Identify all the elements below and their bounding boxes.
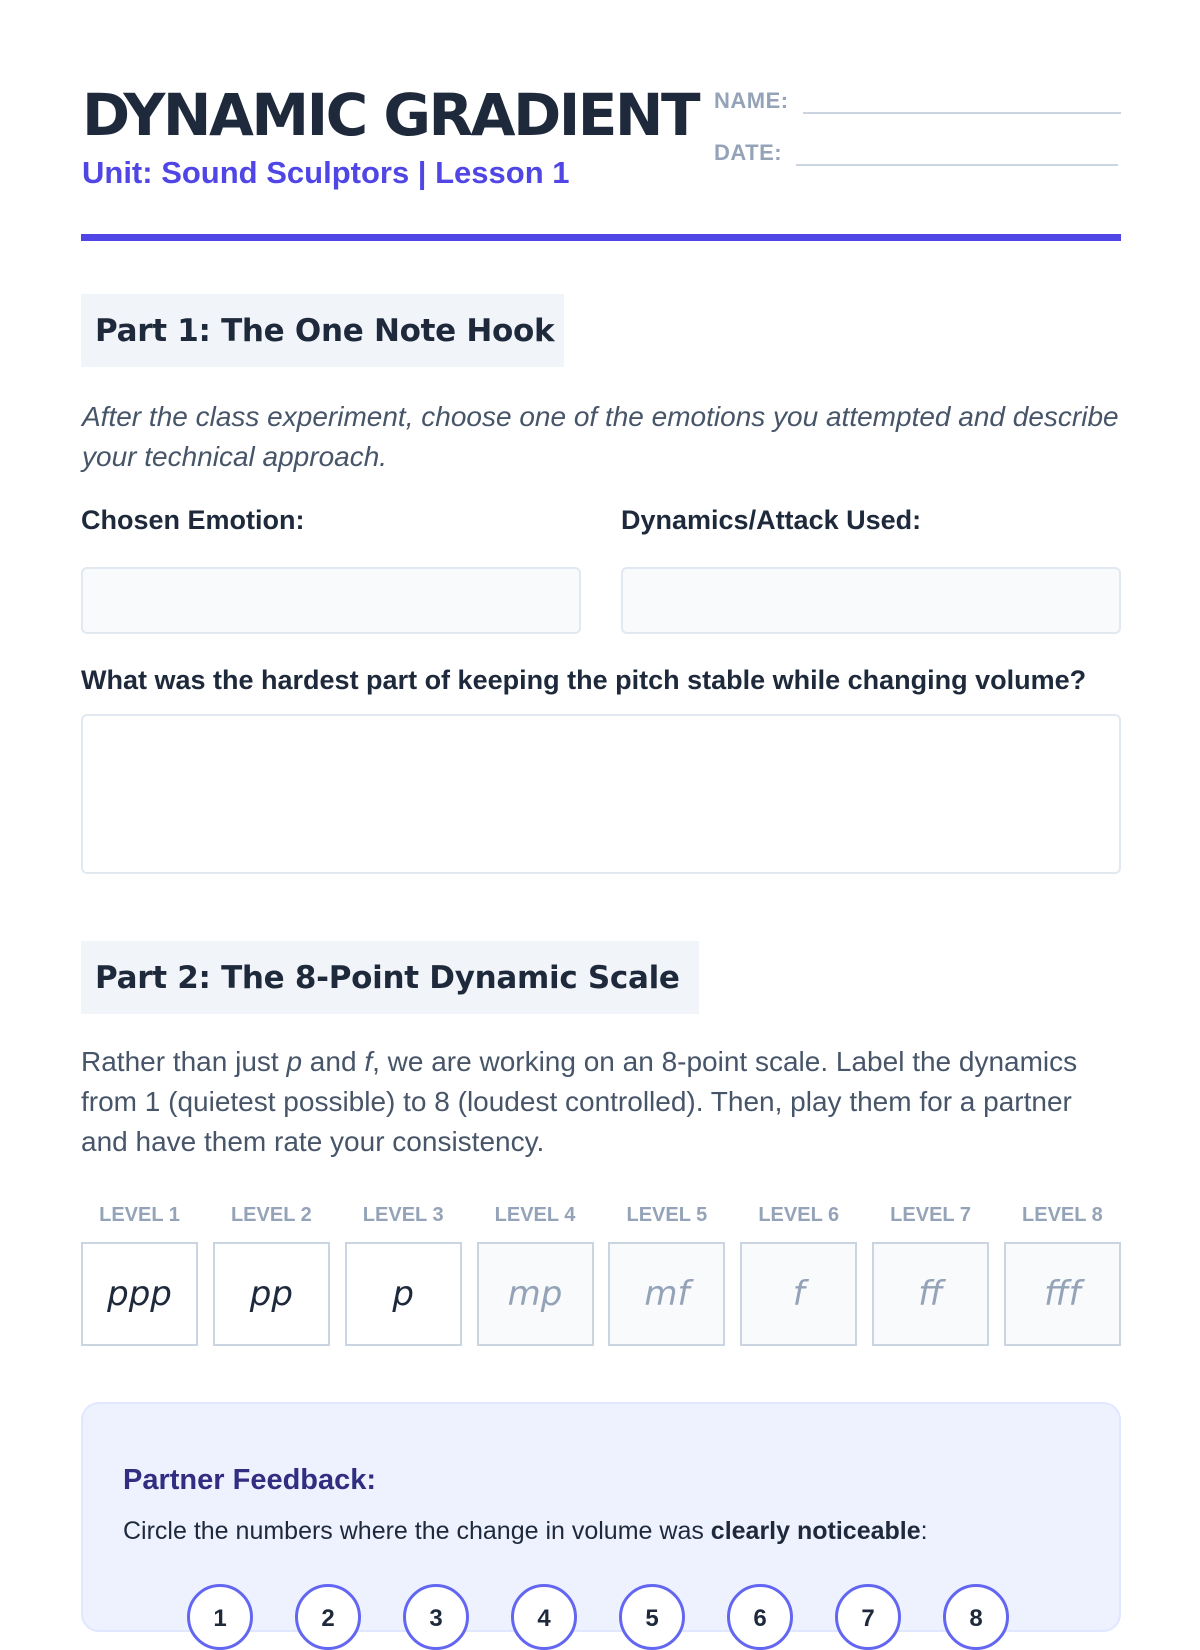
- level-6: [740, 1200, 857, 1346]
- feedback-text-1: Circle the numbers where the change in volume was: [123, 1517, 711, 1545]
- level-box[interactable]: p: [345, 1242, 462, 1346]
- hardest-part-answer-box[interactable]: [81, 714, 1121, 874]
- part2-text-3: , we are working on an 8-point scale. Label the dynamics from 1 (quietest possible) to 8 (loudest controlled). Then, play them for a partner and have them rate your consistency.: [81, 1046, 1078, 1157]
- level-box[interactable]: mf: [608, 1242, 725, 1346]
- dynamics-label: Dynamics/Attack Used:: [621, 505, 922, 535]
- feedback-instruction: [123, 1517, 928, 1546]
- level-label: LEVEL 8: [1022, 1204, 1103, 1226]
- name-label: NAME:: [714, 88, 789, 113]
- feedback-circle-7[interactable]: 7: [835, 1584, 901, 1650]
- part2-heading-text: Part 2: The 8-Point Dynamic Scale: [95, 959, 680, 996]
- date-field: [714, 140, 1118, 166]
- date-label: DATE:: [714, 140, 783, 165]
- dynamic-scale: [81, 1200, 1121, 1346]
- feedback-number-circles: [187, 1584, 1051, 1650]
- unit-subtitle: Unit: Sound Sculptors | Lesson 1: [82, 155, 570, 190]
- feedback-text-2: :: [920, 1517, 928, 1545]
- feedback-title: Partner Feedback:: [123, 1464, 377, 1496]
- part1-instruction: After the class experiment, choose one of the emotions you attempted and describe your technical approach.: [82, 401, 1119, 472]
- emotion-answer-box[interactable]: [81, 567, 581, 634]
- level-5: [608, 1200, 725, 1346]
- level-label: LEVEL 3: [362, 1204, 444, 1226]
- hardest-part-label: What was the hardest part of keeping the pitch stable while changing volume?: [81, 665, 1087, 695]
- name-field: [714, 88, 1121, 114]
- feedback-circle-6[interactable]: 6: [727, 1584, 793, 1650]
- level-box[interactable]: mp: [477, 1242, 594, 1346]
- level-1: [81, 1200, 198, 1346]
- level-label: LEVEL 6: [758, 1204, 840, 1226]
- level-label: LEVEL 1: [99, 1204, 180, 1226]
- name-write-line[interactable]: [803, 112, 1121, 114]
- level-8: [1004, 1200, 1121, 1346]
- worksheet-title: DYNAMIC GRADIENT: [82, 81, 699, 149]
- feedback-text-bold: clearly noticeable: [710, 1517, 921, 1545]
- emotion-label: Chosen Emotion:: [81, 505, 305, 535]
- level-7: [872, 1200, 989, 1346]
- feedback-circle-1[interactable]: 1: [187, 1584, 253, 1650]
- level-2: [213, 1200, 330, 1346]
- level-label: LEVEL 7: [890, 1204, 971, 1226]
- date-write-line[interactable]: [796, 164, 1118, 166]
- part2-text-2: and: [302, 1046, 365, 1077]
- level-box[interactable]: fff: [1004, 1242, 1121, 1346]
- header-divider: [81, 234, 1121, 241]
- part1-heading-text: Part 1: The One Note Hook: [95, 312, 555, 349]
- feedback-circle-5[interactable]: 5: [619, 1584, 685, 1650]
- feedback-circle-3[interactable]: 3: [403, 1584, 469, 1650]
- level-box[interactable]: f: [740, 1242, 857, 1346]
- part2-text-p: p: [286, 1046, 303, 1077]
- feedback-circle-2[interactable]: 2: [295, 1584, 361, 1650]
- part2-text-1: Rather than just: [81, 1046, 287, 1077]
- level-label: LEVEL 5: [626, 1204, 708, 1226]
- part1-heading: [81, 294, 564, 367]
- part2-heading: [81, 941, 699, 1014]
- feedback-circle-8[interactable]: 8: [943, 1584, 1009, 1650]
- level-label: LEVEL 4: [494, 1204, 576, 1226]
- level-label: LEVEL 2: [230, 1204, 312, 1226]
- level-box[interactable]: ff: [872, 1242, 989, 1346]
- level-box[interactable]: pp: [213, 1242, 330, 1346]
- level-3: [345, 1200, 462, 1346]
- feedback-circle-4[interactable]: 4: [511, 1584, 577, 1650]
- partner-feedback-card: [81, 1402, 1121, 1632]
- part2-instruction: [81, 1042, 1121, 1162]
- dynamics-answer-box[interactable]: [621, 567, 1121, 634]
- part2-text-f: f: [364, 1046, 373, 1077]
- level-4: [477, 1200, 594, 1346]
- level-box[interactable]: ppp: [81, 1242, 198, 1346]
